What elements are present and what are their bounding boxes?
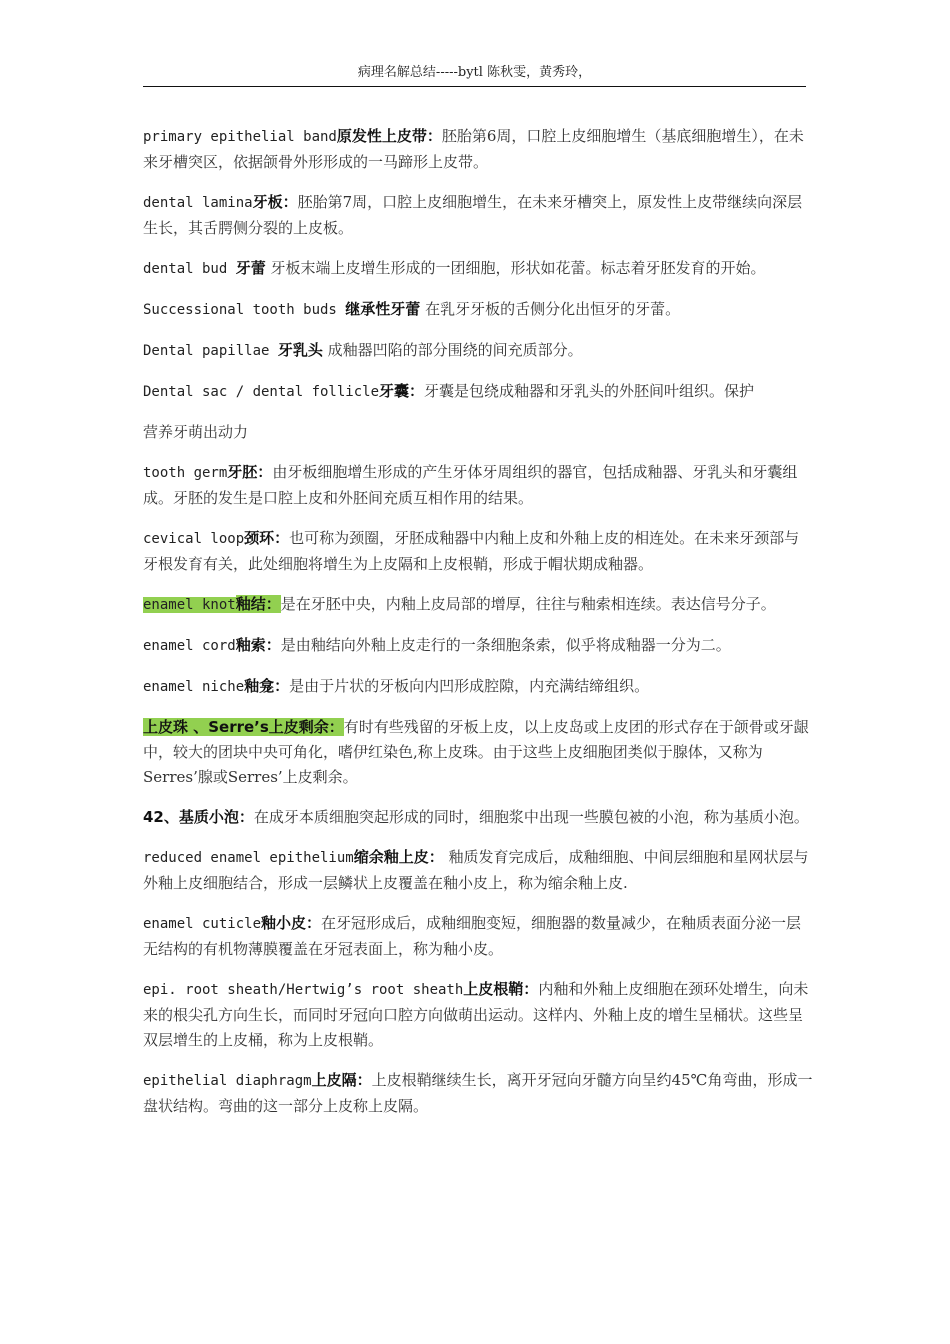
entry-definition: 胚胎第6周，口腔上皮细胞增生（基底细胞增生），在未来牙槽突区，依据颌骨外形形成的一马蹄形上皮带。 <box>143 127 804 171</box>
entry-term: Dental papillae <box>143 343 278 359</box>
definition-entry <box>143 379 813 405</box>
entry-chinese-term: 颈环： <box>244 529 290 547</box>
definitions-list <box>143 124 813 1134</box>
definition-entry <box>143 911 813 962</box>
definition-entry <box>143 124 813 175</box>
definition-entry <box>143 674 813 700</box>
entry-definition: 也可称为颈圈，牙胚成釉器中内釉上皮和外釉上皮的相连处。在未来牙颈部与牙根发育有关，此处细胞将增生为上皮隔和上皮根鞘，形成于帽状期成釉器。 <box>143 529 800 573</box>
header-divider <box>143 86 806 87</box>
entry-chinese-term: 牙蕾 <box>235 259 266 277</box>
entry-chinese-term: 牙囊： <box>379 382 425 400</box>
entry-term: epi. root sheath/Hertwig’s root sheath <box>143 982 464 998</box>
entry-term: dental bud <box>143 261 236 277</box>
entry-term: Successional tooth buds <box>143 302 346 318</box>
entry-chinese-term: 42、基质小泡： <box>143 808 254 826</box>
entry-term: enamel niche <box>143 679 245 695</box>
entry-definition: 是由釉结向外釉上皮走行的一条细胞条索，似乎将成釉器一分为二。 <box>280 636 731 654</box>
entry-chinese-term: 釉龛： <box>244 677 290 695</box>
entry-term: enamel knot <box>143 597 236 613</box>
definition-entry <box>143 460 813 511</box>
entry-definition: 有时有些残留的牙板上皮，以上皮岛或上皮团的形式存在于颌骨或牙龈中，较大的团块中央可角化，嗜伊红染色,称上皮珠。由于这些上皮细胞团类似于腺体，又称为Serres’腺或Serres’上皮剩余。 <box>143 718 809 786</box>
entry-definition: 内釉和外釉上皮细胞在颈环处增生，向未来的根尖孔方向生长，而同时牙冠向口腔方向做萌出运动。这样内、外釉上皮的增生呈桶状。这些呈双层增生的上皮桶，称为上皮根鞘。 <box>143 980 809 1049</box>
entry-chinese-term: 釉结： <box>235 595 281 613</box>
definition-continuation: 营养牙萌出动力 <box>143 423 249 441</box>
entry-term: tooth germ <box>143 465 228 481</box>
entry-definition: 在成牙本质细胞突起形成的同时，细胞浆中出现一些膜包被的小泡，称为基质小泡。 <box>253 808 809 826</box>
entry-term: Dental sac / dental follicle <box>143 384 380 400</box>
entry-definition: 是由于片状的牙板向内凹形成腔隙，内充满结缔组织。 <box>289 677 650 695</box>
entry-chinese-term: 上皮根鞘： <box>463 980 539 998</box>
definition-entry <box>143 633 813 659</box>
entry-chinese-term: 上皮隔： <box>311 1071 372 1089</box>
entry-term: dental lamina <box>143 195 253 211</box>
entry-term: epithelial diaphragm <box>143 1073 312 1089</box>
entry-chinese-term: 原发性上皮带： <box>336 127 442 145</box>
definition-entry <box>143 190 813 241</box>
definition-entry <box>143 297 813 323</box>
definition-entry <box>143 805 813 830</box>
entry-definition: 牙囊是包绕成釉器和牙乳头的外胚间叶组织。保护 <box>424 382 755 400</box>
entry-definition: 成釉器凹陷的部分围绕的间充质部分。 <box>322 341 583 359</box>
entry-chinese-term: 继承性牙蕾 <box>345 300 421 318</box>
definition-entry <box>143 338 813 364</box>
page-header: 病理名解总结-----bytl 陈秋雯，黄秀玲， <box>357 65 592 80</box>
definition-entry <box>143 845 813 896</box>
entry-chinese-term: 牙胚： <box>227 463 273 481</box>
definition-entry <box>143 256 813 282</box>
entry-definition: 是在牙胚中央，内釉上皮局部的增厚，往往与釉索相连续。表达信号分子。 <box>280 595 776 613</box>
entry-chinese-term: 上皮珠 、Serre’s上皮剩余： <box>143 718 344 736</box>
entry-definition: 釉质发育完成后，成釉细胞、中间层细胞和星网状层与外釉上皮细胞结合，形成一层鳞状上皮覆盖在釉小皮上，称为缩余釉上皮. <box>143 848 809 892</box>
entry-definition: 在牙冠形成后，成釉细胞变短，细胞器的数量减少，在釉质表面分泌一层无结构的有机物薄膜覆盖在牙冠表面上，称为釉小皮。 <box>143 914 802 958</box>
definition-entry <box>143 977 813 1053</box>
definition-entry <box>143 526 813 577</box>
entry-definition: 上皮根鞘继续生长，离开牙冠向牙髓方向呈约45℃角弯曲，形成一盘状结构。弯曲的这一部分上皮称上皮隔。 <box>143 1071 813 1115</box>
entry-definition: 牙板末端上皮增生形成的一团细胞，形状如花蕾。标志着牙胚发育的开始。 <box>265 259 766 277</box>
entry-definition: 在乳牙牙板的舌侧分化出恒牙的牙蕾。 <box>420 300 681 318</box>
definition-entry-highlighted <box>143 592 813 618</box>
entry-chinese-term: 牙板： <box>252 193 298 211</box>
entry-chinese-term: 缩余釉上皮： <box>353 848 444 866</box>
definition-entry-highlighted <box>143 715 813 790</box>
entry-term: enamel cuticle <box>143 916 262 932</box>
entry-definition: 由牙板细胞增生形成的产生牙体牙周组织的器官，包括成釉器、牙乳头和牙囊组成。牙胚的发生是口腔上皮和外胚间充质互相作用的结果。 <box>143 463 798 507</box>
definition-entry <box>143 1068 813 1119</box>
entry-chinese-term: 釉小皮： <box>261 914 322 932</box>
entry-chinese-term: 牙乳头 <box>277 341 323 359</box>
entry-term: cevical loop <box>143 531 245 547</box>
entry-term: enamel cord <box>143 638 236 654</box>
entry-chinese-term: 釉索： <box>235 636 281 654</box>
entry-term: reduced enamel epithelium <box>143 850 354 866</box>
entry-definition: 胚胎第7周，口腔上皮细胞增生，在未来牙槽突上，原发性上皮带继续向深层生长，其舌腭侧分裂的上皮板。 <box>143 193 803 237</box>
entry-term: primary epithelial band <box>143 129 337 145</box>
